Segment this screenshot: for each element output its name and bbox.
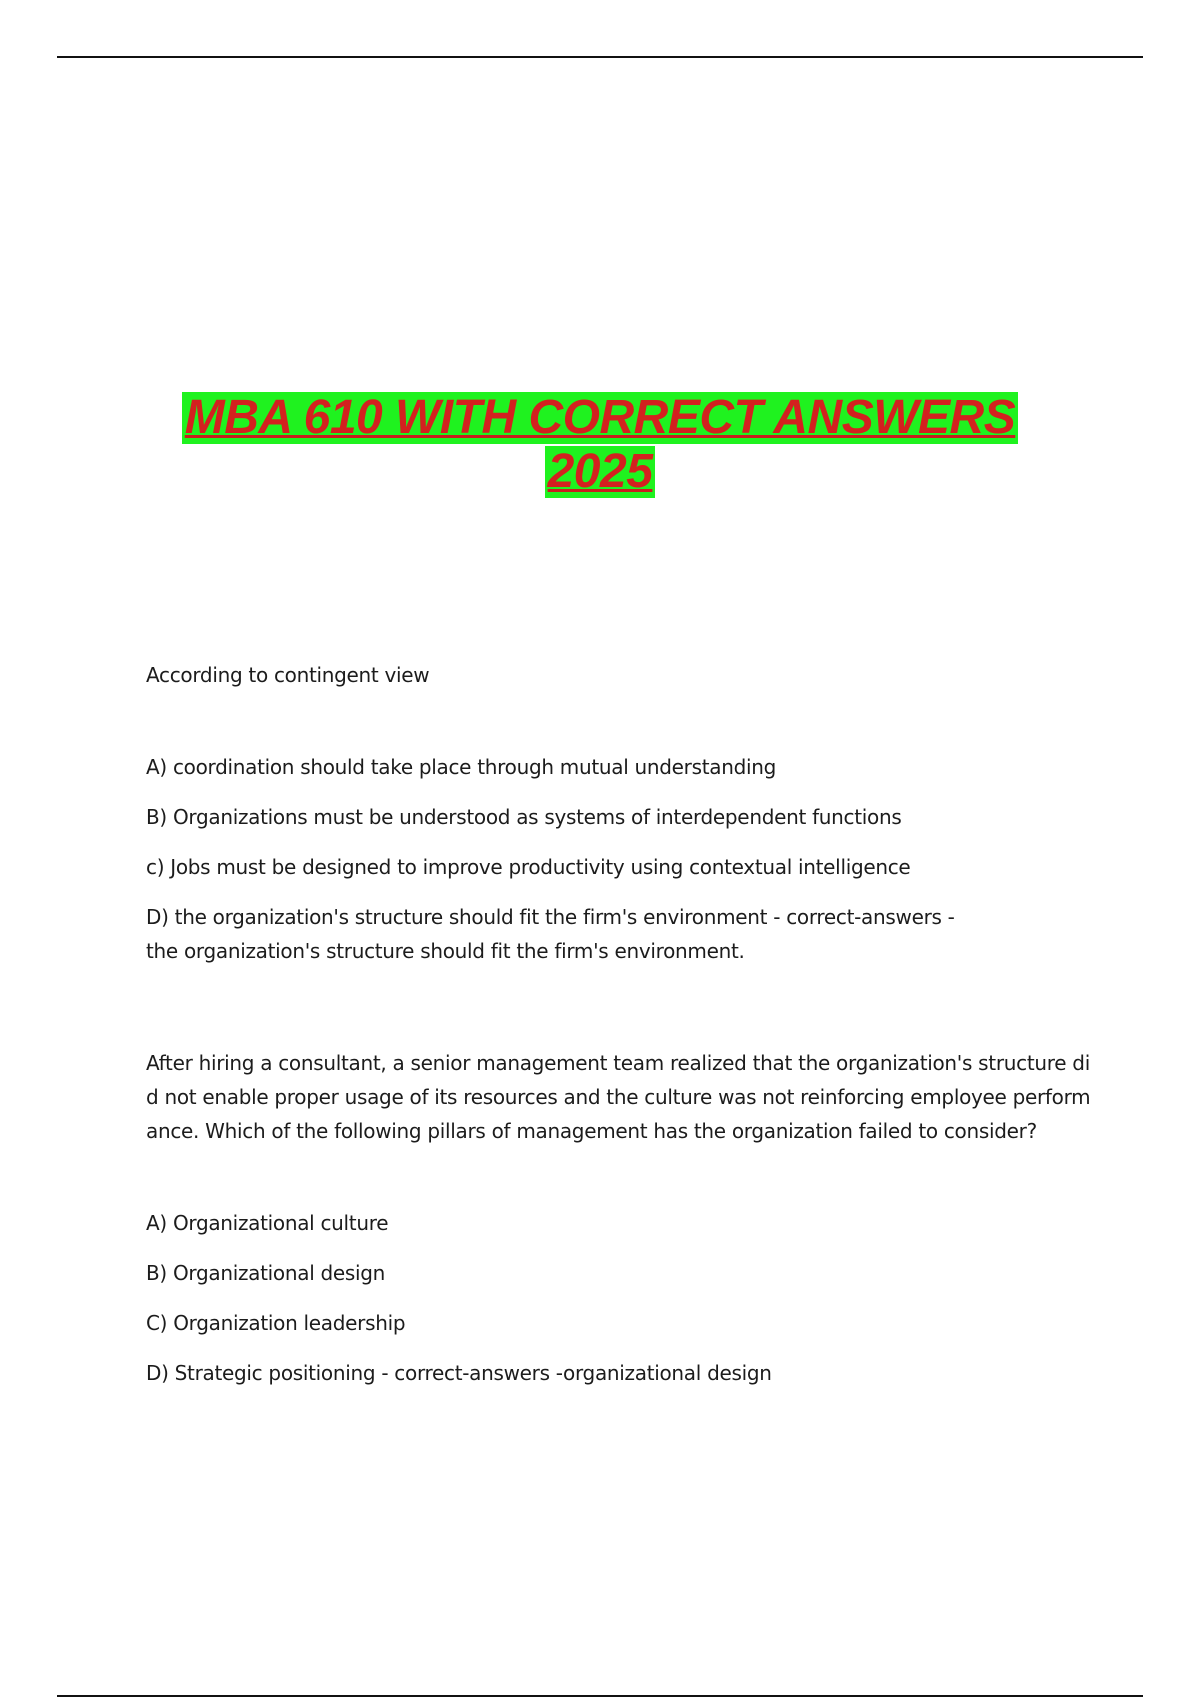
title-line-2: 2025 — [545, 446, 656, 498]
question-line-1: After hiring a consultant, a senior management team realized that the organization's structure di — [146, 1051, 1090, 1075]
option-d: D) Strategic positioning - correct-answers -organizational design — [146, 1361, 772, 1385]
option-b: B) Organizational design — [146, 1261, 386, 1285]
question-line-2: d not enable proper usage of its resources and the culture was not reinforcing employee perform — [146, 1085, 1091, 1109]
option-c: c) Jobs must be designed to improve productivity using contextual intelligence — [146, 855, 911, 879]
question-block-1 — [146, 658, 1106, 968]
option-b: B) Organizations must be understood as systems of interdependent functions — [146, 805, 902, 829]
option-a: A) Organizational culture — [146, 1211, 389, 1235]
title-line-1: MBA 610 WITH CORRECT ANSWERS — [182, 392, 1018, 444]
top-rule — [57, 56, 1143, 58]
option-c: C) Organization leadership — [146, 1311, 406, 1335]
document-title — [0, 392, 1200, 498]
option-d — [146, 900, 1106, 968]
question-text — [146, 1046, 1106, 1148]
option-d-text: D) the organization's structure should fit the firm's environment - correct-answers - — [146, 905, 955, 929]
option-a: A) coordination should take place through mutual understanding — [146, 755, 777, 779]
correct-answer-text: the organization's structure should fit the firm's environment. — [146, 939, 745, 963]
question-text: According to contingent view — [146, 663, 430, 687]
question-line-3: ance. Which of the following pillars of management has the organization failed to consider? — [146, 1119, 1037, 1143]
question-block-2 — [146, 1046, 1106, 1390]
bottom-rule — [57, 1695, 1143, 1697]
